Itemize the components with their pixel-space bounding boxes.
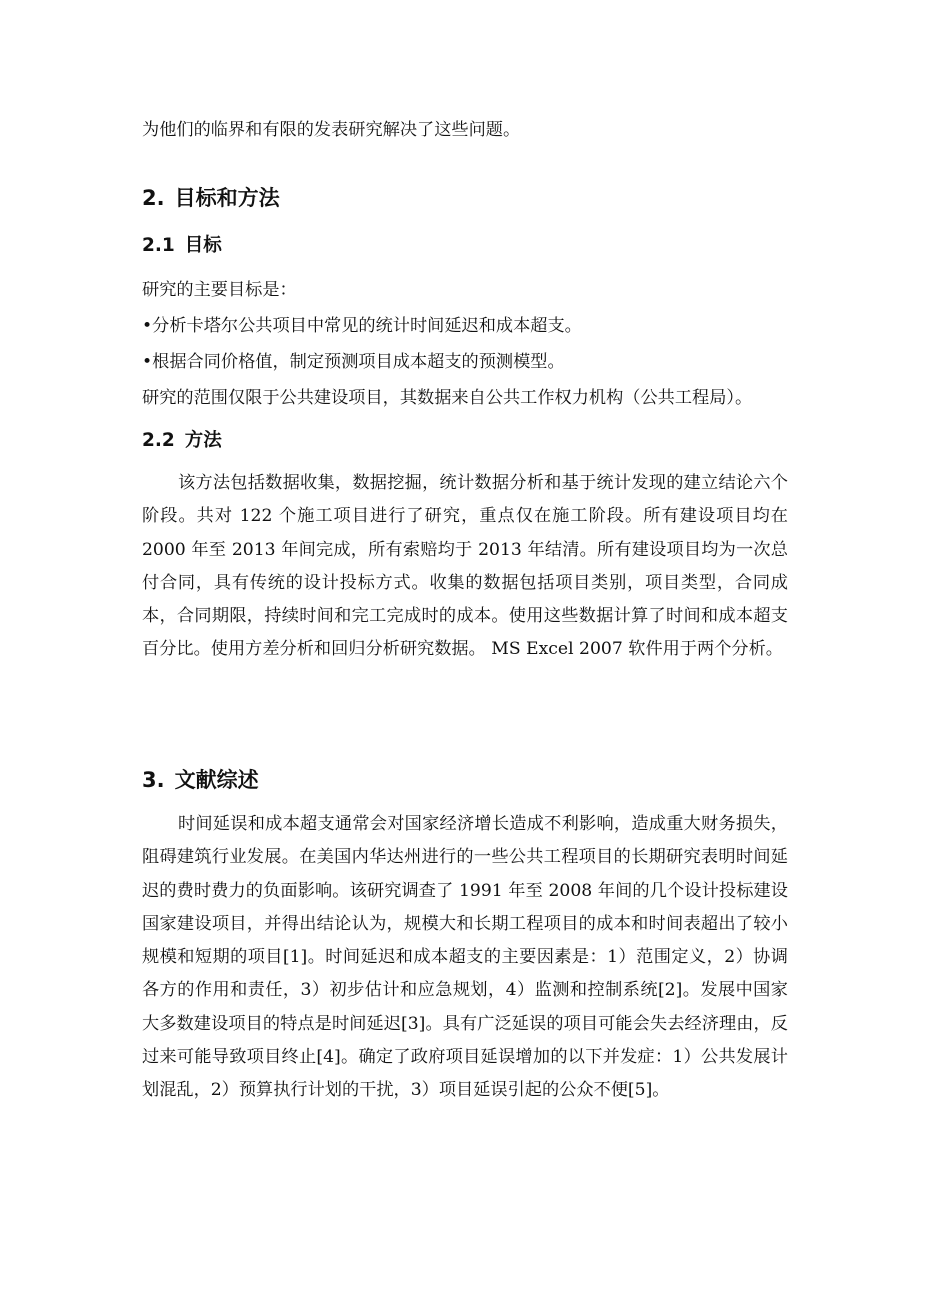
section-2-2-number: 2.2 bbox=[142, 430, 175, 451]
objective-bullet-1: •分析卡塔尔公共项目中常见的统计时间延迟和成本超支。 bbox=[142, 316, 582, 336]
section-3-number: 3. bbox=[142, 768, 165, 792]
section-2-heading bbox=[142, 184, 280, 212]
continuation-text: 为他们的临界和有限的发表研究解决了这些问题。 bbox=[142, 120, 521, 140]
section-2-1-title: 目标 bbox=[184, 235, 222, 256]
method-paragraph: 该方法包括数据收集，数据挖掘，统计数据分析和基于统计发现的建立结论六个阶段。共对 122 个施工项目进行了研究，重点仅在施工阶段。所有建设项目均在 2000 年至 2013 年间完成，所有索赔均于 2013 年结清。所有建设项目均为一次总付合同，具有传统的设计投标方式。收集的数据包括项目类别，项目类型，合同成本，合同期限，持续时间和完工完成时的成本。使用这些数据计算了时间和成本超支百分比。使用方差分析和回归分析研究数据。 MS Excel 2007 软件用于两个分析。 bbox=[142, 473, 788, 660]
section-2-title: 目标和方法 bbox=[174, 186, 280, 210]
objective-bullet-2: •根据合同价格值，制定预测项目成本超支的预测模型。 bbox=[142, 352, 565, 372]
section-2-2-title: 方法 bbox=[184, 430, 222, 451]
section-3-title: 文献综述 bbox=[174, 768, 259, 792]
section-2-1-number: 2.1 bbox=[142, 235, 175, 256]
literature-review-paragraph: 时间延误和成本超支通常会对国家经济增长造成不利影响，造成重大财务损失，阻碍建筑行业发展。在美国内华达州进行的一些公共工程项目的长期研究表明时间延迟的费时费力的负面影响。该研究调查了 1991 年至 2008 年间的几个设计投标建设国家建设项目，并得出结论认为，规模大和长期工程项目的成本和时间表超出了较小规模和短期的项目[1]。时间延迟和成本超支的主要因素是：1）范围定义，2）协调各方的作用和责任，3）初步估计和应急规划，4）监测和控制系统[2]。发展中国家大多数建设项目的特点是时间延迟[3]。具有广泛延误的项目可能会失去经济理由，反过来可能导致项目终止[4]。确定了政府项目延误增加的以下并发症：1）公共发展计划混乱，2）预算执行计划的干扰，3）项目延误引起的公众不便[5]。 bbox=[142, 814, 788, 1101]
section-2-2-heading bbox=[142, 428, 222, 454]
section-2-number: 2. bbox=[142, 186, 165, 210]
section-3-heading bbox=[142, 766, 259, 794]
section-2-1-heading bbox=[142, 233, 222, 259]
objectives-intro: 研究的主要目标是： bbox=[142, 280, 297, 300]
scope-statement: 研究的范围仅限于公共建设项目，其数据来自公共工作权力机构（公共工程局）。 bbox=[142, 388, 753, 408]
